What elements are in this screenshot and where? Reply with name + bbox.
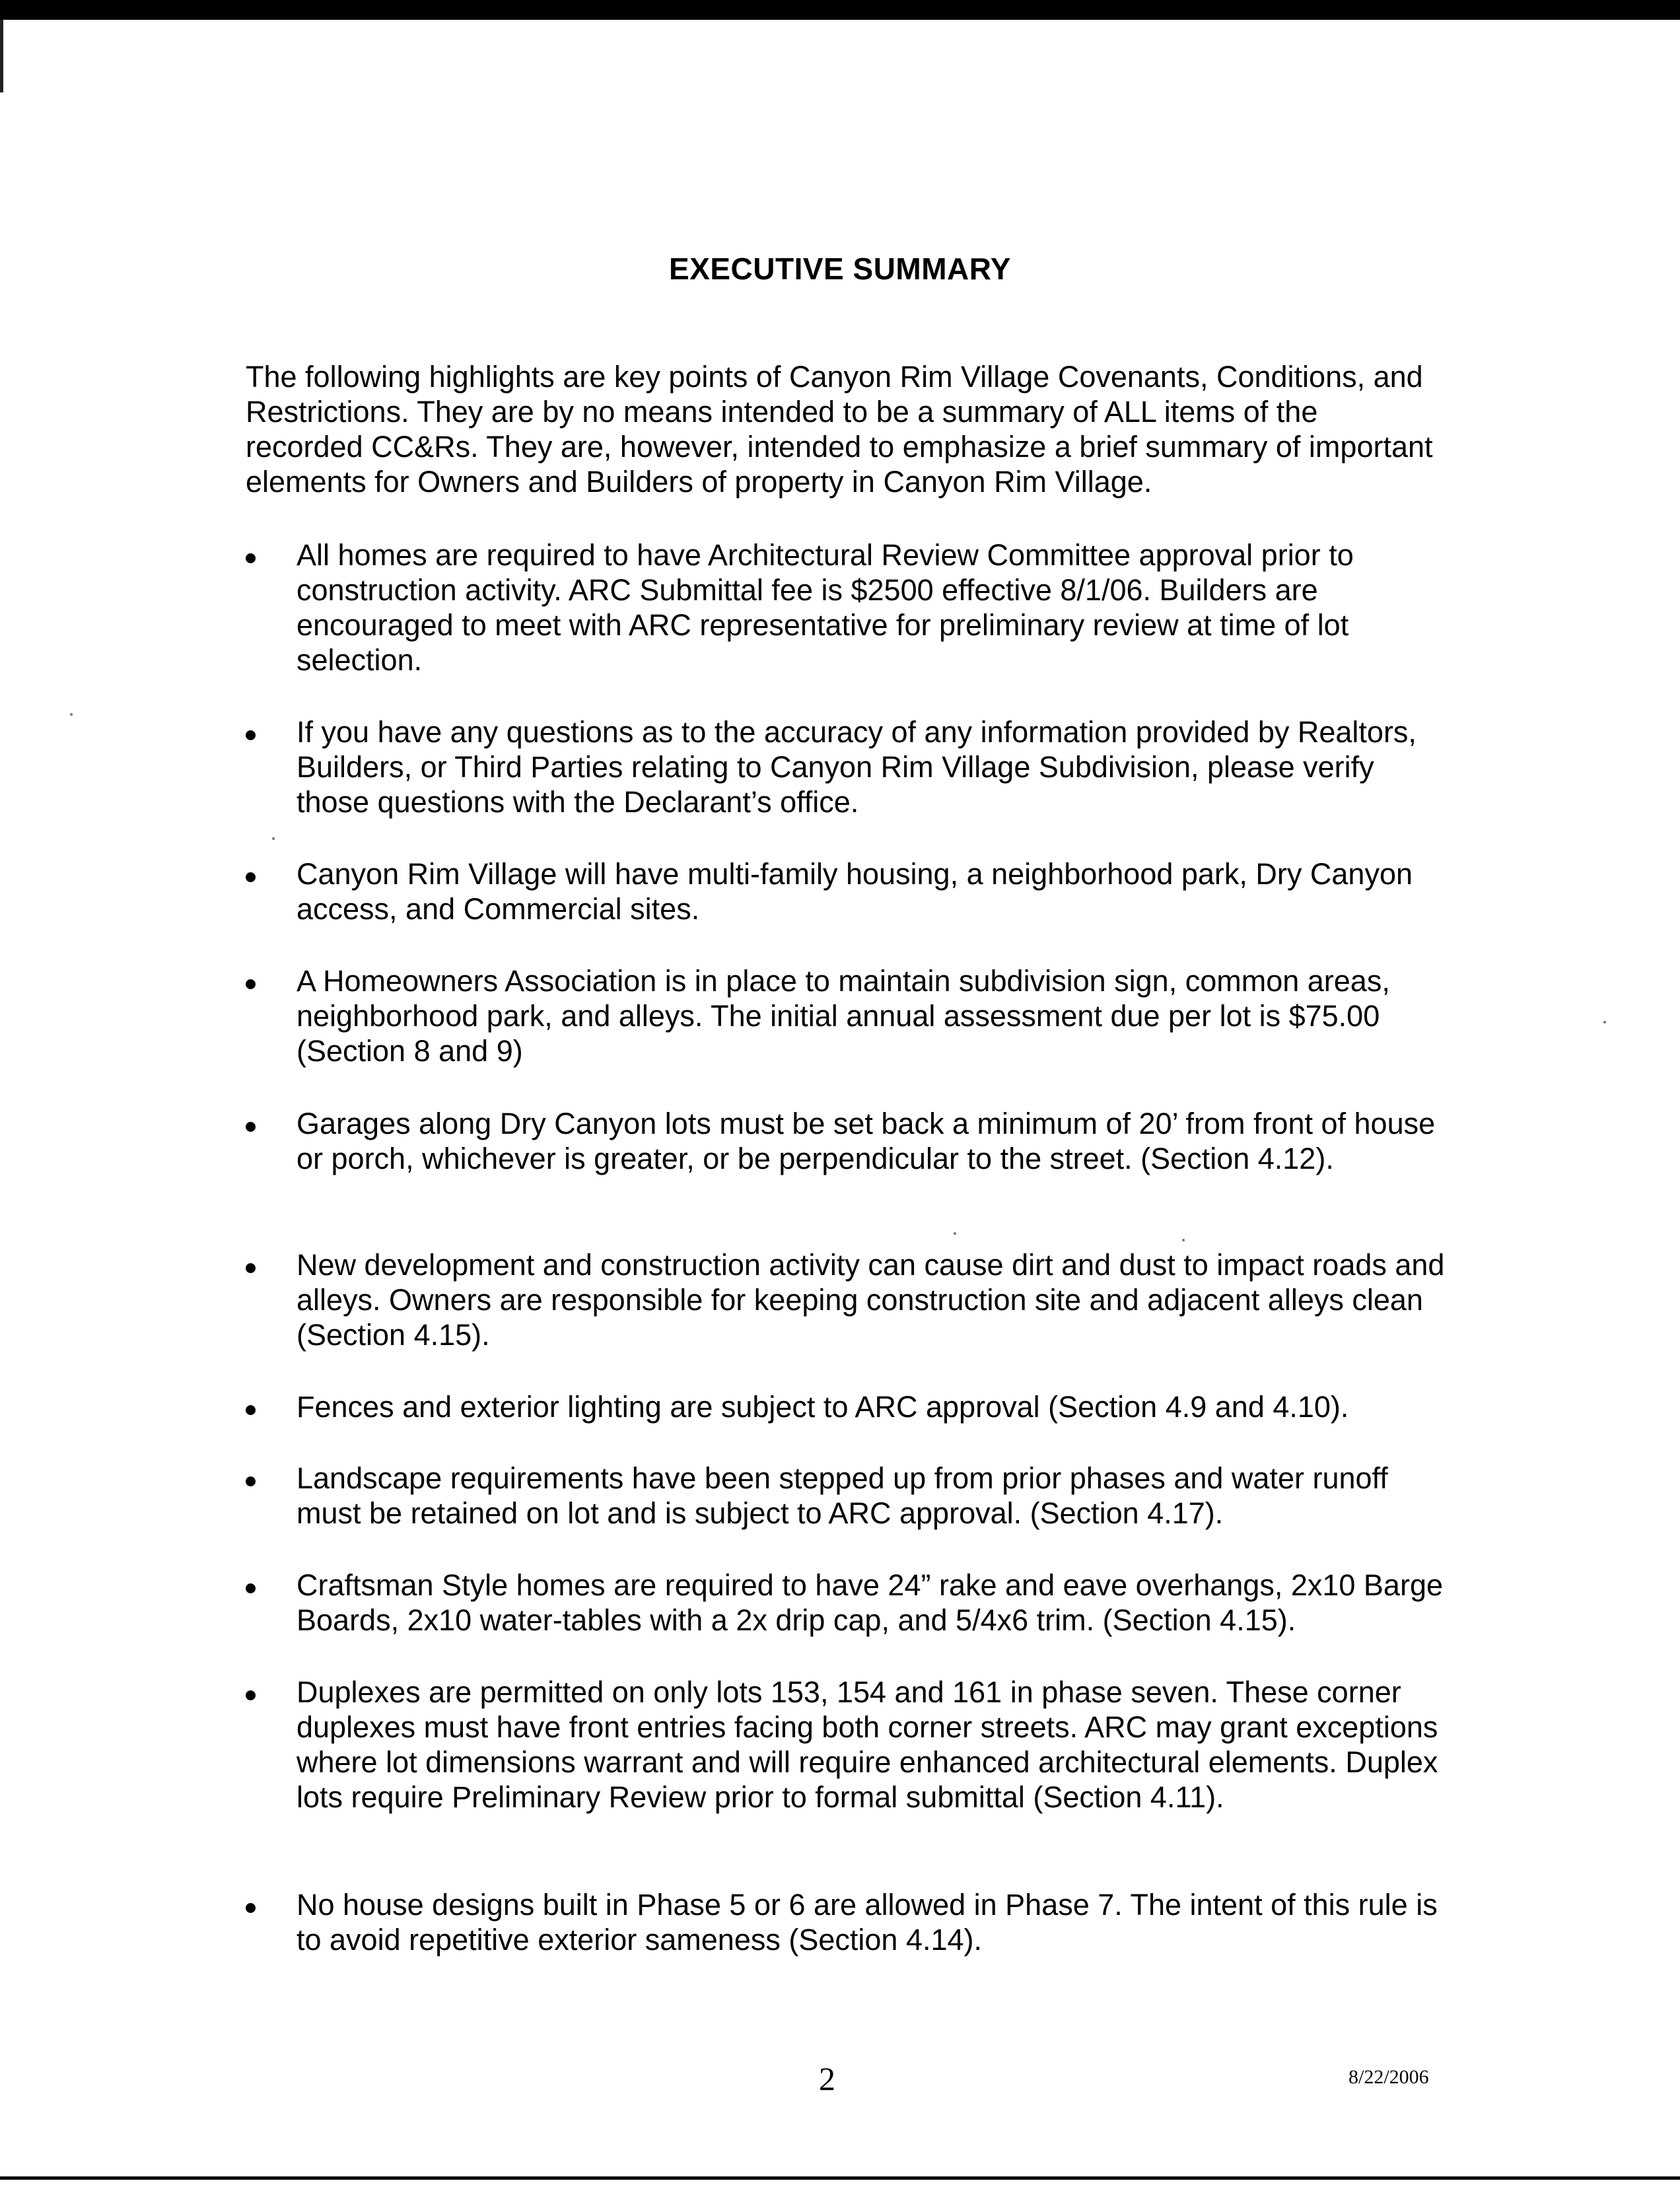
bullet-dot <box>246 1690 256 1700</box>
list-item-text: No house designs built in Phase 5 or 6 are allowed in Phase 7. The intent of this rule is to avoid repetitive exterior sameness (Section 4.14). <box>297 1888 1438 1957</box>
scan-speck <box>272 837 275 840</box>
list-item-text: Landscape requirements have been stepped up from prior phases and water runoff must be retained on lot and is subject to ARC approval. (Section 4.17). <box>297 1461 1388 1530</box>
list-item-text: All homes are required to have Architectural Review Committee approval prior to construction activity. ARC Submittal fee is $2500 effective 8/1/06. Builders are encouraged to meet with ARC representative for preliminary review at time of lot selection. <box>297 538 1354 677</box>
bullet-dot <box>246 1583 256 1593</box>
scan-bottom-border <box>0 2176 1680 2180</box>
bullet-dot <box>246 553 256 563</box>
page-title: EXECUTIVE SUMMARY <box>669 252 1011 286</box>
list-item-text: New development and construction activity can cause dirt and dust to impact roads and alleys. Owners are responsible for keeping construction site and adjacent alleys clean (Section 4.15). <box>297 1248 1445 1352</box>
scan-speck <box>70 713 73 716</box>
bullet-dot <box>246 1122 256 1132</box>
scan-speck <box>954 1232 956 1235</box>
scan-speck <box>1603 1021 1606 1023</box>
list-item-text: If you have any questions as to the accuracy of any information provided by Realtors, Builders, or Third Parties relating to Canyon Rim Village Subdivision, please verify those questions with the Declarant’s office. <box>297 715 1417 819</box>
bullet-dot <box>246 1405 256 1415</box>
bullet-dot <box>246 872 256 882</box>
scan-speck <box>1182 1239 1185 1241</box>
bullet-dot <box>246 1476 256 1486</box>
bullet-dot <box>246 979 256 989</box>
list-item-text: Canyon Rim Village will have multi-family housing, a neighborhood park, Dry Canyon access, and Commercial sites. <box>297 857 1413 926</box>
list-item-text: Craftsman Style homes are required to have 24” rake and eave overhangs, 2x10 Barge Boards, 2x10 water-tables with a 2x drip cap, and 5/4x6 trim. (Section 4.15). <box>297 1568 1443 1637</box>
list-item-text: A Homeowners Association is in place to maintain subdivision sign, common areas, neighborhood park, and alleys. The initial annual assessment due per lot is $75.00 (Section 8 and 9) <box>297 964 1390 1068</box>
page-number: 2 <box>819 2060 835 2097</box>
bullet-dot <box>246 730 256 740</box>
list-item-text: Duplexes are permitted on only lots 153, 154 and 161 in phase seven. These corner duplexes must have front entries facing both corner streets. ARC may grant exceptions where lot dimensions warrant and will require enhanced architectural elements. Duplex lots require Preliminary Review prior to formal submittal (Section 4.11). <box>297 1675 1438 1814</box>
list-item-text: Fences and exterior lighting are subject to ARC approval (Section 4.9 and 4.10). <box>297 1390 1349 1424</box>
scan-left-edge-mark <box>0 20 3 92</box>
list-item-text: Garages along Dry Canyon lots must be set back a minimum of 20’ from front of house or porch, whichever is greater, or be perpendicular to the street. (Section 4.12). <box>297 1107 1436 1175</box>
page-date: 8/22/2006 <box>1348 2066 1429 2088</box>
bullet-dot <box>246 1263 256 1273</box>
intro-paragraph: The following highlights are key points of Canyon Rim Village Covenants, Conditions, and Restrictions. They are by no means intended to be a summary of ALL items of the recorded CC&Rs. They are, however, intended to emphasize a brief summary of important elements for Owners and Builders of property in Canyon Rim Village. <box>246 360 1433 499</box>
bullet-dot <box>246 1903 256 1913</box>
scan-top-border <box>0 0 1680 20</box>
